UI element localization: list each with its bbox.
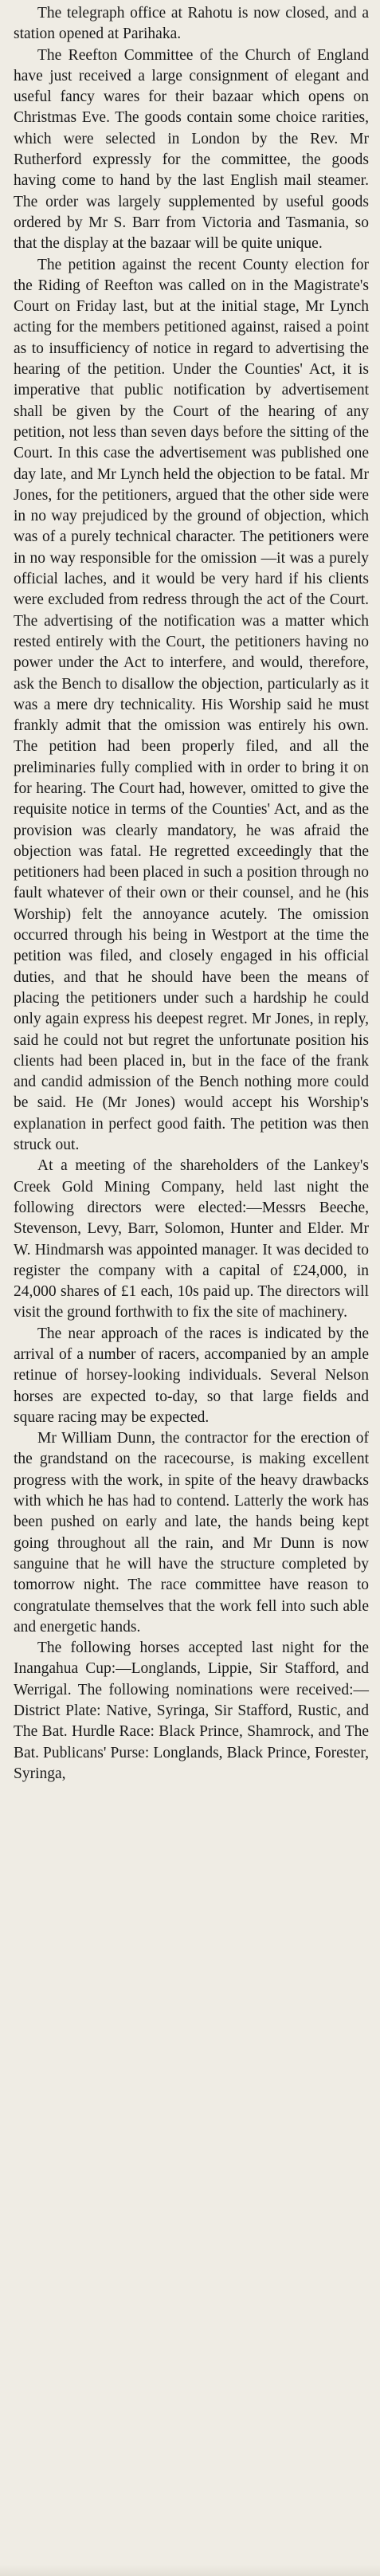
paragraph-races-approach: The near approach of the races is indicated by the arrival of a number of racers, accompanied by an ample retinue of horsey-looking individuals. Several Nelson horses are expected to-day, so that large fields and square racing may be expected. [14,1325,369,1426]
paragraph-church-bazaar: The Reefton Committee of the Church of England have just received a large consignment of elegant and useful fancy wares for their bazaar which opens on Christmas Eve. The goods contain some choice rarities, which were selected in London by the Rev. Mr Rutherford expressly for the committee, the goods having come to hand by the last English mail steamer. The order was largely supplemented by useful goods ordered by Mr S. Barr from Victoria and Tasmania, so that the display at the bazaar will be quite unique. [14,46,369,253]
paragraph-race-nominations: The following horses accepted last night for the Inangahua Cup:—Longlands, Lippie, Sir Stafford, and Werrigal. The following nominations were received:—District Plate: Native, Syringa, Sir Stafford, Rustic, and The Bat. Hurdle Race: Black Prince, Shamrock, and The Bat. Publicans' Purse: Longlands, Black Prince, Forester, Syringa, [14,1639,369,1782]
paragraph-lankeys-creek-company: At a meeting of the shareholders of the Lankey's Creek Gold Mining Company, held last night the following directors were elected:—Messrs Beeche, Stevenson, Levy, Barr, Solomon, Hunter and Elder. Mr W. Hindmarsh was appointed manager. It was decided to register the company with a capital of £24,000, in 24,000 shares of £1 each, 10s paid up. The directors will visit the ground forthwith to fix the site of machinery. [14,1157,369,1321]
scan-bottom-edge [0,2565,380,2576]
paragraph-county-election-petition: The petition against the recent County election for the Riding of Reefton was called on in the Magistrate's Court on Friday last, but at the initial stage, Mr Lynch acting for the members petitioned against, raised a point as to insufficiency of notice in regard to advertising the hearing of the petition. Under the Counties' Act, it is imperative that public notification by advertisement shall be given by the Court of the hearing of any petition, not less than seven days before the sitting of the Court. In this case the advertisement was published one day late, and Mr Lynch held the objection to be fatal. Mr Jones, for the petitioners, argued that the other side were in no way prejudiced by the ground of objection, which was of a purely technical character. The petitioners were in no way responsible for the omission —it was a purely official laches, and it would be very hard if his clients were excluded from redress through the act of the Court. The advertising of the notification was a matter which rested entirely with the Court, the petitioners having no power under the Act to interfere, and would, therefore, ask the Bench to disallow the objection, particularly as it was a mere dry technicality. His Worship said he must frankly admit that the omission was entirely his own. The petition had been properly filed, and all the preliminaries fully complied with in order to bring it on for hearing. The Court had, however, omitted to give the requisite notice in terms of the Counties' Act, and as the provision was clearly mandatory, he was afraid the objection was fatal. He regretted exceedingly that the petitioners had been placed in such a position through no fault whatever of their own or their counsel, and he (his Worship) felt the annoyance acutely. The omission occurred through his being in Westport at the time the petition was filed, and closely engaged in his official duties, and that he should have been the means of placing the petitioners under such a hardship he could only again express his deepest regret. Mr Jones, in reply, said he could not but regret the unfortunate position his clients had been placed in, but in the face of the frank and candid admission of the Bench nothing more could be said. He (Mr Jones) would accept his Worship's explanation in perfect good faith. The petition was then struck out. [14,256,369,1154]
paragraph-telegraph-office: The telegraph office at Rahotu is now closed, and a station opened at Parihaka. [14,5,369,43]
paragraph-grandstand-contractor: Mr William Dunn, the contractor for the erection of the grandstand on the racecourse, is making excellent progress with the work, in spite of the heavy drawbacks with which he has had to contend. Latterly the work has been pushed on early and late, the hands being kept going throughout all the rain, and Mr Dunn is now sanguine that he will have the structure completed by tomorrow night. The race committee have reason to congratulate themselves that the work fell into such able and energetic hands. [14,1430,369,1636]
